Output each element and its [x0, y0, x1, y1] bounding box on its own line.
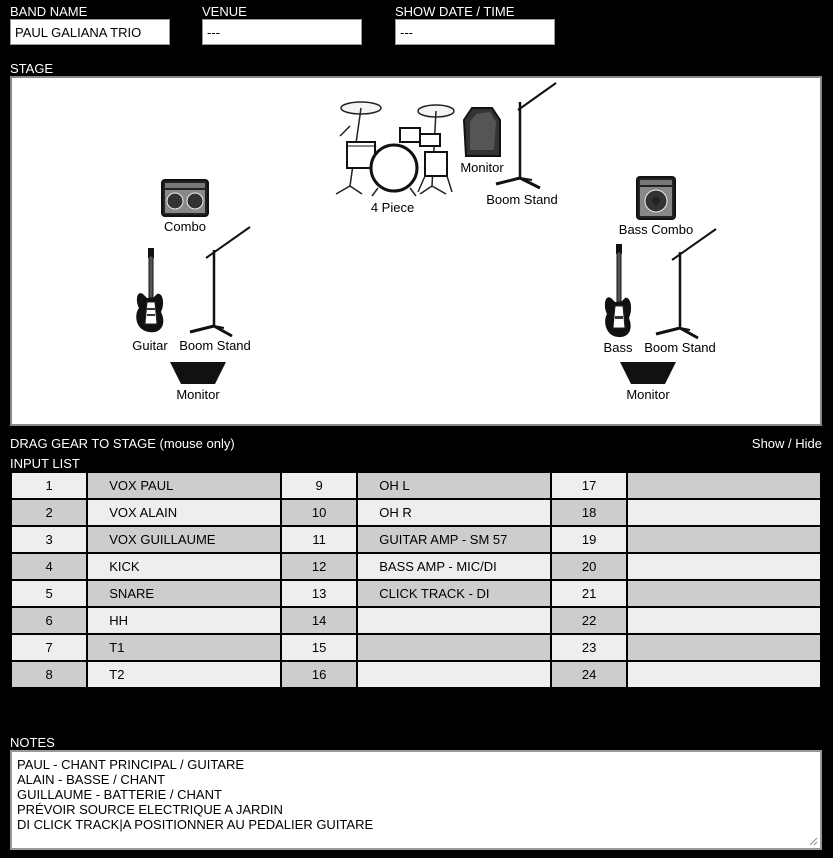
channel-number-cell: 18	[552, 500, 626, 525]
channel-number-cell: 15	[282, 635, 356, 660]
left-monitor[interactable]	[168, 361, 228, 402]
guitar-boom-label: Boom Stand	[179, 338, 251, 353]
channel-number-cell: 17	[552, 473, 626, 498]
bass-guitar[interactable]	[598, 242, 638, 355]
combo-amp-icon	[161, 179, 209, 217]
channel-source-cell[interactable]: T2	[88, 662, 280, 687]
stage-label: STAGE	[10, 61, 54, 76]
table-row	[12, 581, 820, 606]
bass-amp-icon	[636, 176, 676, 220]
drum-boom-stand[interactable]	[482, 80, 562, 207]
channel-source-cell[interactable]	[628, 581, 820, 606]
drum-kit-label: 4 Piece	[370, 200, 415, 215]
channel-source-cell[interactable]: OH L	[358, 473, 550, 498]
channel-number-cell: 24	[552, 662, 626, 687]
table-row	[12, 554, 820, 579]
show-date-label: SHOW DATE / TIME	[395, 4, 515, 19]
drag-gear-instruction: DRAG GEAR TO STAGE (mouse only)	[10, 436, 235, 451]
channel-number-cell: 11	[282, 527, 356, 552]
channel-number-cell: 2	[12, 500, 86, 525]
channel-source-cell[interactable]	[358, 662, 550, 687]
notes-label: NOTES	[10, 735, 55, 750]
venue-field[interactable]: ---	[202, 19, 362, 45]
table-row	[12, 500, 820, 525]
channel-source-cell[interactable]	[628, 635, 820, 660]
channel-number-cell: 13	[282, 581, 356, 606]
right-monitor[interactable]	[618, 361, 678, 402]
input-list-label: INPUT LIST	[10, 456, 80, 471]
channel-number-cell: 10	[282, 500, 356, 525]
resize-handle-icon[interactable]	[809, 837, 818, 846]
channel-number-cell: 19	[552, 527, 626, 552]
channel-source-cell[interactable]: T1	[88, 635, 280, 660]
notes-textarea[interactable]	[10, 750, 822, 850]
drum-monitor-label: Monitor	[460, 160, 504, 175]
channel-source-cell[interactable]: SNARE	[88, 581, 280, 606]
table-row	[12, 527, 820, 552]
channel-number-cell: 7	[12, 635, 86, 660]
show-hide-toggle[interactable]: Show / Hide	[751, 436, 822, 451]
channel-number-cell: 20	[552, 554, 626, 579]
notes-line: PRÉVOIR SOURCE ELECTRIQUE A JARDIN	[17, 802, 283, 817]
channel-number-cell: 12	[282, 554, 356, 579]
input-list-table	[10, 471, 822, 689]
drum-kit[interactable]	[320, 96, 465, 215]
channel-number-cell: 8	[12, 662, 86, 687]
left-monitor-label: Monitor	[176, 387, 220, 402]
channel-number-cell: 22	[552, 608, 626, 633]
channel-number-cell: 4	[12, 554, 86, 579]
floor-monitor-icon	[619, 361, 677, 385]
stage-area[interactable]	[10, 76, 822, 426]
band-name-field[interactable]: PAUL GALIANA TRIO	[10, 19, 170, 45]
channel-source-cell[interactable]	[628, 500, 820, 525]
channel-source-cell[interactable]	[358, 608, 550, 633]
channel-source-cell[interactable]	[628, 662, 820, 687]
guitar-label: Guitar	[132, 338, 168, 353]
channel-number-cell: 5	[12, 581, 86, 606]
channel-source-cell[interactable]	[628, 554, 820, 579]
channel-source-cell[interactable]: VOX PAUL	[88, 473, 280, 498]
bass-boom-stand[interactable]	[640, 226, 720, 355]
right-monitor-label: Monitor	[626, 387, 670, 402]
drum-boom-label: Boom Stand	[486, 192, 558, 207]
notes-line: DI CLICK TRACK|A POSITIONNER AU PEDALIER GUITARE	[17, 817, 374, 832]
notes-line: ALAIN - BASSE / CHANT	[17, 772, 166, 787]
bass-label: Bass	[603, 340, 633, 355]
bass-combo-label: Bass Combo	[618, 222, 694, 237]
floor-monitor-icon	[169, 361, 227, 385]
guitar-icon	[133, 246, 167, 336]
venue-label: VENUE	[202, 4, 247, 19]
table-row	[12, 635, 820, 660]
drum-kit-icon	[320, 96, 465, 198]
guitar[interactable]	[125, 246, 175, 353]
bass-guitar-icon	[603, 242, 633, 340]
channel-source-cell[interactable]: VOX GUILLAUME	[88, 527, 280, 552]
channel-source-cell[interactable]: HH	[88, 608, 280, 633]
show-date-field[interactable]: ---	[395, 19, 555, 45]
table-row	[12, 473, 820, 498]
guitar-boom-stand[interactable]	[176, 224, 254, 353]
channel-source-cell[interactable]: OH R	[358, 500, 550, 525]
channel-number-cell: 6	[12, 608, 86, 633]
channel-number-cell: 16	[282, 662, 356, 687]
channel-source-cell[interactable]: BASS AMP - MIC/DI	[358, 554, 550, 579]
channel-number-cell: 1	[12, 473, 86, 498]
channel-source-cell[interactable]: VOX ALAIN	[88, 500, 280, 525]
channel-number-cell: 23	[552, 635, 626, 660]
notes-line: GUILLAUME - BATTERIE / CHANT	[17, 787, 222, 802]
table-row	[12, 608, 820, 633]
channel-source-cell[interactable]	[628, 608, 820, 633]
combo-label: Combo	[164, 219, 206, 234]
channel-source-cell[interactable]: GUITAR AMP - SM 57	[358, 527, 550, 552]
channel-source-cell[interactable]	[358, 635, 550, 660]
channel-number-cell: 9	[282, 473, 356, 498]
boom-stand-icon	[482, 80, 562, 192]
channel-number-cell: 14	[282, 608, 356, 633]
channel-number-cell: 3	[12, 527, 86, 552]
boom-stand-icon	[176, 224, 254, 338]
boom-stand-icon	[640, 226, 720, 340]
channel-source-cell[interactable]	[628, 527, 820, 552]
table-row	[12, 662, 820, 687]
channel-source-cell[interactable]	[628, 473, 820, 498]
notes-line: PAUL - CHANT PRINCIPAL / GUITARE	[17, 757, 245, 772]
bass-boom-label: Boom Stand	[644, 340, 716, 355]
channel-number-cell: 21	[552, 581, 626, 606]
band-name-label: BAND NAME	[10, 4, 88, 19]
channel-source-cell[interactable]: CLICK TRACK - DI	[358, 581, 550, 606]
channel-source-cell[interactable]: KICK	[88, 554, 280, 579]
